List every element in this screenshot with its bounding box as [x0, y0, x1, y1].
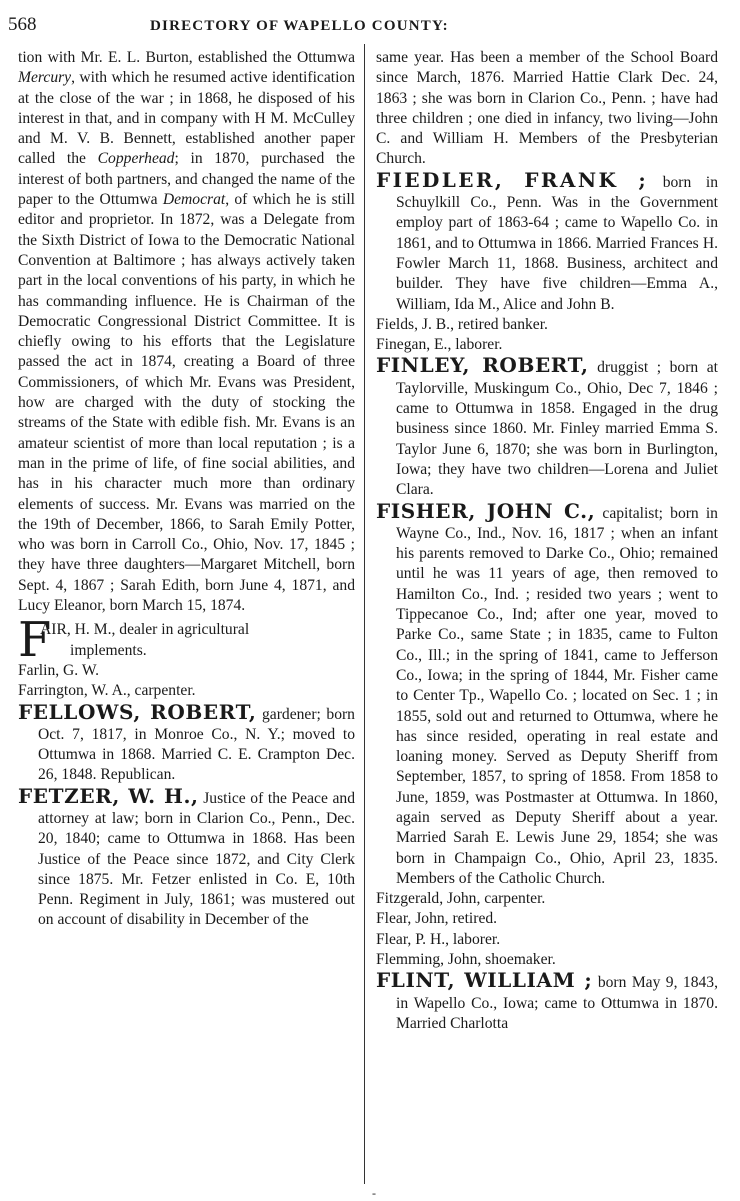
entry-text: AIR, H. M., dealer in agricultural	[40, 621, 250, 639]
entry-fisher	[376, 498, 718, 890]
entry-finley	[376, 355, 718, 500]
newspaper-title: Copperhead	[97, 150, 175, 168]
entry-name: FELLOWS, ROBERT,	[18, 699, 257, 724]
entry-name: FISHER, JOHN C.,	[376, 498, 596, 523]
page-header	[0, 0, 740, 40]
entry-text: born in Schuylkill Co., Penn. Was in the Government employ part of 1863-64 ; came to Wapello Co. in 1861, and to Ottumwa in 1866. Married Frances H. Fowler March 11, 1868. Business, architect and builder. They have five children—Emma A., William, Ida M., Alice and John B.	[396, 173, 719, 313]
left-column	[18, 48, 355, 931]
entry-finegan: Finegan, E., laborer.	[376, 336, 503, 354]
entry-flear-ph: Flear, P. H., laborer.	[376, 930, 501, 948]
drop-cap-letter: F	[18, 612, 52, 669]
entry-text: Justice of the Peace and attorney at law; born in Clarion Co., Penn., Dec. 20, 1840; came to Ottumwa in 1868. Has been Justice of the Peace since 1872, and City Clerk since 1875. Mr. Fetzer enlisted in Co. E, 10th Penn. Regiment in July, 1861; was mustered out on account of disability in December of the	[38, 789, 355, 929]
entry-fitzgerald: Fitzgerald, John, carpenter.	[376, 890, 546, 908]
entry-fellows	[18, 699, 355, 786]
text-run: tion with Mr. E. L. Burton, established the Ottumwa	[18, 49, 355, 66]
entry-text: druggist ; born at Taylorville, Muskingum Co., Ohio, Dec 7, 1846 ; came to Ottumwa in 1858. Engaged in the drug business since 1860. Mr. Finley married Emma S. Taylor June 6, 1870; she was born in Burlington, Iowa; they have two children—Lorena and Juliet Clara.	[396, 359, 718, 499]
page-number: 568	[8, 14, 37, 35]
text-run: , with which he resumed active identification at the close of the war ; in 1868, he disposed of his interest in that, and in company with H M. McCulley and M. V. B. Bennett, established another paper called the	[18, 69, 355, 168]
entry-farrington: Farrington, W. A., carpenter.	[18, 682, 196, 700]
entry-name: FETZER, W. H.,	[18, 783, 199, 808]
entry-text: implements.	[70, 641, 147, 659]
entry-text: capitalist; born in Wayne Co., Ind., Nov. 16, 1817 ; when an infant his parents removed to Darke Co., Ohio; remained until he was 11 years of age, then removed to Hamilton Co., Ind. ; resided two years ; went to Tippecanoe Co., Ind; after one year, moved to Parke Co., same State ; in 1835, came to Fulton Co., Ill.; in the spring of 1841, came to Jefferson Co., Iowa; in the spring of 1844, Mr. Fisher came to Center Tp., Wapello Co. ; located on Sec. 1 ; in 1855, sold out and returned to Ottumwa, where he has since resided, operating in real estate and loaning money. Served as Deputy Sheriff from September, 1857, to spring of 1858. From 1858 to June, 1859, was Postmaster at Ottumwa. In 1860, again served as Deputy Sheriff about a year. Married Sarah E. Lewis June 29, 1854; she was born in Champaign Co., Ohio, April 23, 1835. Members of the Catholic Church.	[396, 504, 718, 887]
entry-flear-john: Flear, John, retired.	[376, 910, 498, 928]
entry-farlin: Farlin, G. W.	[18, 661, 100, 679]
footer-mark: -	[372, 1186, 376, 1200]
entry-flint	[376, 970, 718, 1034]
entry-fiedler	[376, 167, 719, 315]
column-rule	[364, 44, 365, 1184]
entry-name: FIEDLER, FRANK ;	[376, 167, 649, 192]
entry-fields: Fields, J. B., retired banker.	[376, 315, 548, 333]
newspaper-title: Democrat	[162, 191, 226, 209]
entry-flemming: Flemming, John, shoemaker.	[376, 951, 556, 969]
entry-text: gardener; born Oct. 7, 1817, in Monroe Co., N. Y.; moved to Ottumwa in 1868. Married C. E. Crampton Dec. 26, 1848. Republican.	[38, 705, 355, 784]
entry-text: born May 9, 1843, in Wapello Co., Iowa; came to Ottumwa in 1870. Married Charlotta	[396, 974, 718, 1032]
entry-name: FLINT, WILLIAM ;	[376, 968, 593, 993]
newspaper-title: Mercury	[18, 69, 72, 87]
entry-name: FINLEY, ROBERT,	[376, 353, 589, 378]
entry-fair	[18, 612, 355, 669]
running-head: DIRECTORY OF WAPELLO COUNTY:	[150, 18, 449, 34]
fetzer-continuation: same year. Has been a member of the School Board since March, 1876. Married Hattie Clark Dec. 24, 1863 ; she was born in Clarion Co., Penn. ; have had three children ; one died in infancy, two living—John C. and William H. Members of the Presbyterian Church.	[376, 49, 718, 168]
right-column	[376, 48, 718, 1034]
entry-fetzer	[18, 783, 355, 931]
evans-continuation	[18, 48, 355, 616]
text-run: ; in 1870, purchased the interest of both partners, and changed the name of the paper to the Ottumwa	[18, 150, 356, 209]
text-run: , of which he is still editor and proprietor. In 1872, was a Delegate from the Sixth District of Iowa to the Democratic National Convention at Baltimore ; has always actively taken part in the local conventions of his party, in which he has commanding influence. He is Chairman of the Democratic Congressional District Committee. It is chiefly owing to his efforts that the Legislature passed the act in 1874, creating a Board of three Commissioners, of which Mr. Evans was President, how are charged with the duty of stocking the streams of the State with edible fish. Mr. Evans is an amateur scientist of more than local reputation ; is a man in the prime of life, of fine social abilities, and has in his character much more than ordinary elements of success. Mr. Evans was married on the the 19th of December, 1866, to Sarah Emily Potter, who was born in Carroll Co., Ohio, Nov. 17, 1845 ; they have three daughters—Margaret Mitchell, born Sept. 4, 1867 ; Sarah Edith, born June 4, 1871, and Lucy Eleanor, born March 15, 1874.	[18, 191, 355, 615]
